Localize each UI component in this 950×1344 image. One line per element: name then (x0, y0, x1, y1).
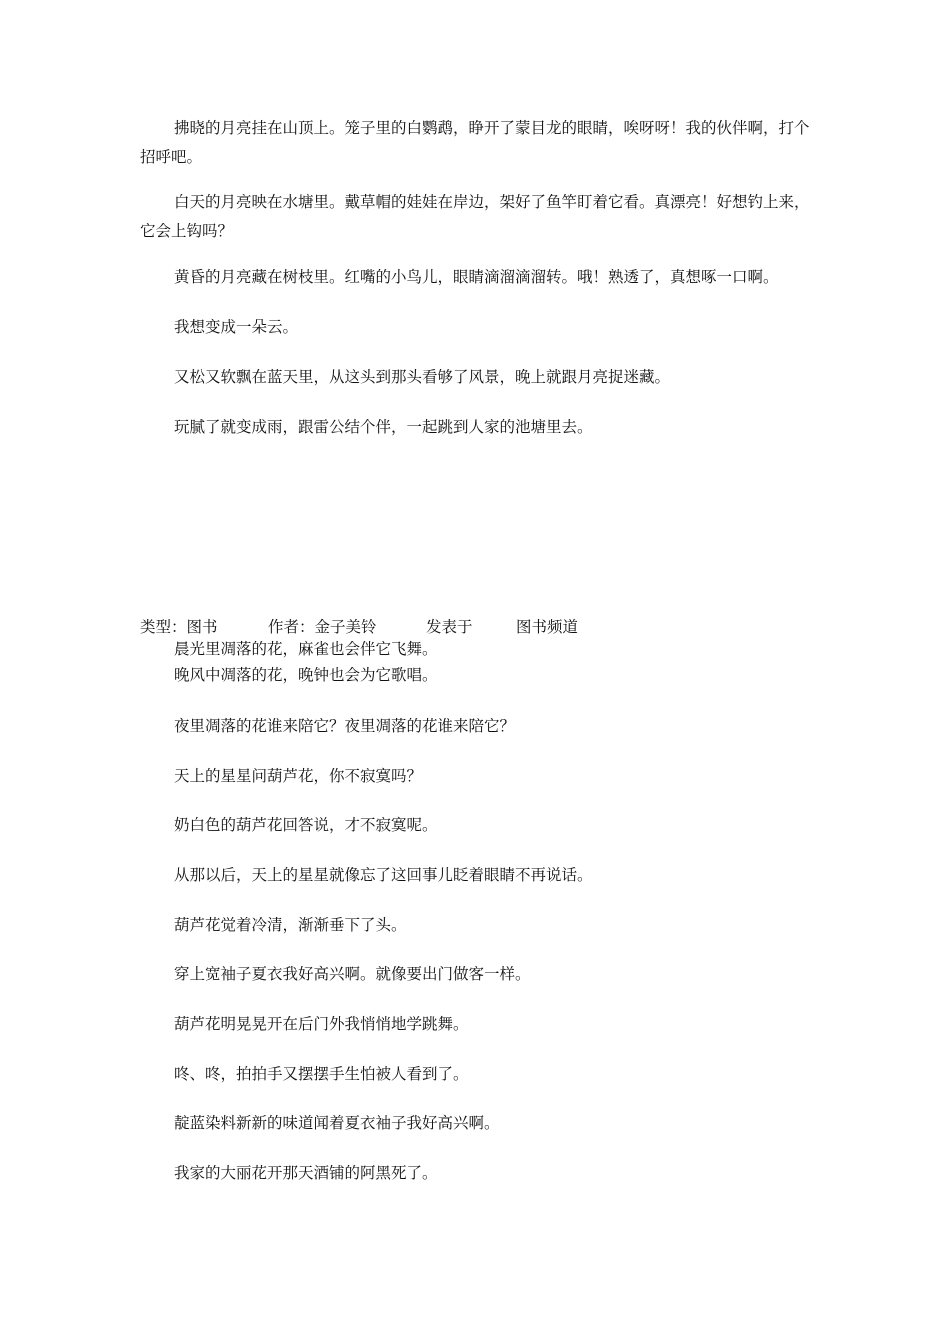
poem-line-evening-flower: 晚风中凋落的花，晚钟也会为它歌唱。 (174, 666, 438, 684)
paragraph-clap: 咚、咚，拍拍手又摆摆手生怕被人看到了。 (174, 1065, 469, 1083)
meta-published: 发表于 (426, 618, 473, 636)
paragraph-summer-sleeves: 穿上宽袖子夏衣我好高兴啊。就像要出门做客一样。 (174, 965, 531, 983)
paragraph-night-flower: 夜里凋落的花谁来陪它？夜里凋落的花谁来陪它？ (174, 717, 516, 735)
paragraph-gourd-droops: 葫芦花觉着冷清，渐渐垂下了头。 (174, 916, 407, 934)
paragraph-dusk-moon: 黄昏的月亮藏在树枝里。红嘴的小鸟儿，眼睛滴溜滴溜转。哦！熟透了，真想啄一口啊。 (174, 268, 779, 286)
paragraph-gourd-answers: 奶白色的葫芦花回答说，才不寂寞呢。 (174, 816, 438, 834)
paragraph-daytime-moon: 白天的月亮映在水塘里。戴草帽的娃娃在岸边，架好了鱼竿盯着它看。真漂亮！好想钓上来，它会上钩吗？ (140, 193, 810, 240)
article-meta (140, 616, 578, 638)
meta-channel: 图书频道 (516, 618, 579, 636)
paragraph-cloud-float: 又松又软飘在蓝天里，从这头到那头看够了风景，晚上就跟月亮捉迷藏。 (174, 368, 671, 386)
paragraph-star-asks: 天上的星星问葫芦花，你不寂寞吗？ (174, 767, 423, 785)
paragraph-cloud-rain: 玩腻了就变成雨，跟雷公结个伴，一起跳到人家的池塘里去。 (174, 418, 593, 436)
paragraph-dance: 葫芦花明晃晃开在后门外我悄悄地学跳舞。 (174, 1015, 469, 1033)
paragraph-cloud-wish: 我想变成一朵云。 (174, 318, 299, 336)
poem-line-morning-flower: 晨光里凋落的花，麻雀也会伴它飞舞。 (174, 640, 438, 658)
paragraph-dawn-moon: 拂晓的月亮挂在山顶上。笼子里的白鹦鹉，睁开了蒙目龙的眼睛，唉呀呀！我的伙伴啊，打个招呼吧。 (140, 119, 810, 166)
meta-author: 作者：金子美铃 (268, 618, 377, 636)
paragraph-dahlia: 我家的大丽花开那天酒铺的阿黑死了。 (174, 1164, 438, 1182)
meta-type: 类型：图书 (140, 618, 218, 636)
paragraph-star-silent: 从那以后，天上的星星就像忘了这回事儿眨着眼睛不再说话。 (174, 866, 593, 884)
paragraph-indigo: 靛蓝染料新新的味道闻着夏衣袖子我好高兴啊。 (174, 1114, 500, 1132)
